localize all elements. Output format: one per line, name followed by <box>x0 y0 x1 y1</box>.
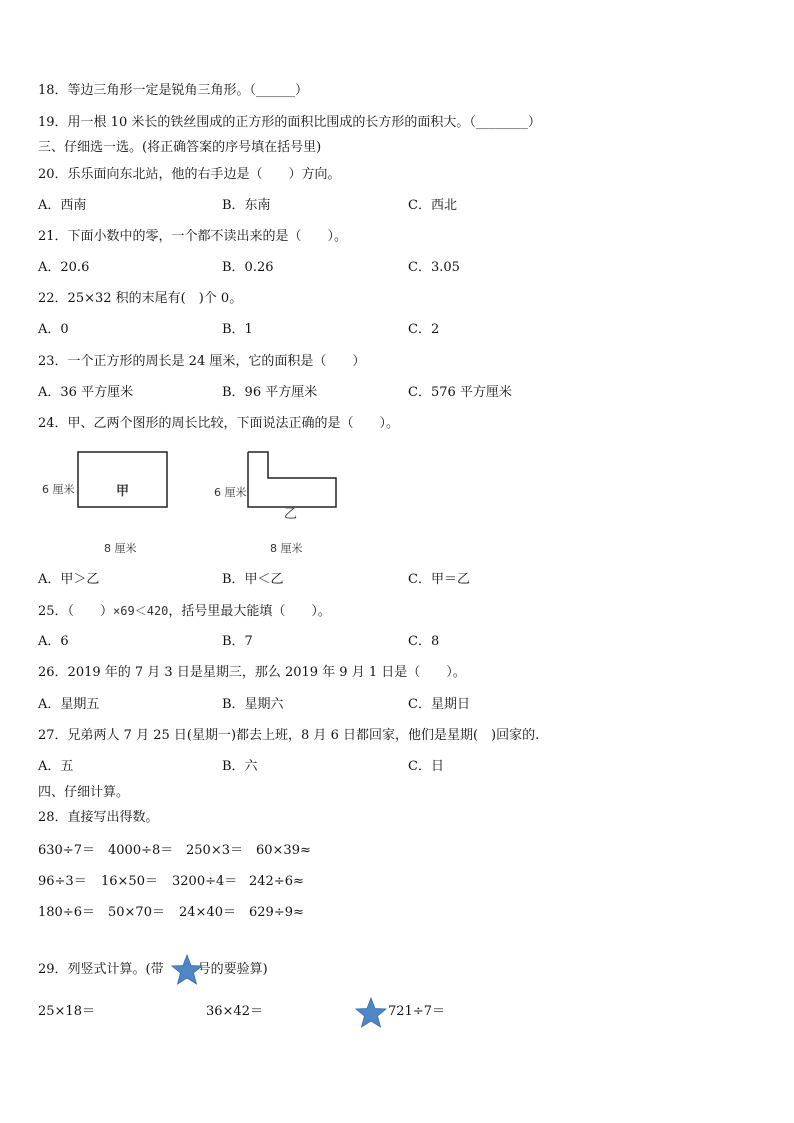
question-18: 18．等边三角形一定是锐角三角形。（______） <box>38 83 309 98</box>
calc-item: 24×40＝ <box>179 905 236 920</box>
question-25-stem-pre: 25．（ ） <box>38 604 114 619</box>
question-22-option-b: B．1 <box>222 322 253 337</box>
question-23-stem: 23．一个正方形的周长是 24 厘米，它的面积是（ ） <box>38 354 366 369</box>
question-25-option-a: A．6 <box>38 634 69 649</box>
question-27-option-b: B．六 <box>222 759 258 774</box>
vertical-calc-item: 721÷7＝ <box>388 1004 445 1019</box>
question-24-stem: 24．甲、乙两个图形的周长比较，下面说法正确的是（ ）。 <box>38 416 400 431</box>
question-25-option-c: C．8 <box>408 634 440 649</box>
question-20-option-a: A．西南 <box>38 198 87 213</box>
question-19: 19．用一根 10 米长的铁丝围成的正方形的面积比围成的长方形的面积大。（________） <box>38 115 541 130</box>
calc-item: 630÷7＝ <box>38 843 95 858</box>
question-25-option-b: B．7 <box>222 634 253 649</box>
calc-item: 50×70＝ <box>108 905 165 920</box>
question-23-option-b: B．96 平方厘米 <box>222 385 318 400</box>
question-25-stem <box>38 602 331 621</box>
question-25-expression: ×69＜420 <box>113 604 169 618</box>
figure-2-l-shape <box>246 450 340 510</box>
question-26-option-a: A．星期五 <box>38 697 100 712</box>
question-27-option-c: C．日 <box>408 759 444 774</box>
section-4-heading: 四、仔细计算。 <box>38 785 130 800</box>
question-24-option-c: C．甲＝乙 <box>408 572 470 587</box>
calc-item: 629÷9≈ <box>249 905 304 920</box>
vertical-calc-item: 36×42＝ <box>206 1004 263 1019</box>
question-20-option-c: C．西北 <box>408 198 457 213</box>
figure-2-width-label: 8 厘米 <box>270 542 303 555</box>
question-29-stem-pre: 29．列竖式计算。(带 <box>38 962 164 977</box>
star-icon <box>355 997 387 1029</box>
figure-2-name: 乙 <box>284 507 298 522</box>
calc-item: 16×50＝ <box>101 874 158 889</box>
calc-item: 3200÷4＝ <box>172 874 238 889</box>
calc-item: 4000÷8＝ <box>108 843 174 858</box>
question-22-option-a: A．0 <box>38 322 69 337</box>
question-22-stem: 22．25×32 积的末尾有( )个 0。 <box>38 291 243 306</box>
question-22-option-c: C．2 <box>408 322 440 337</box>
question-27-stem: 27．兄弟两人 7 月 25 日(星期一)都去上班，8 月 6 日都回家，他们是星期( )回家的. <box>38 728 540 743</box>
question-21-option-c: C．3.05 <box>408 260 460 275</box>
figure-2-height-label: 6 厘米 <box>214 486 247 499</box>
question-26-option-b: B．星期六 <box>222 697 284 712</box>
question-20-stem: 20．乐乐面向东北站，他的右手边是（ ）方向。 <box>38 167 341 182</box>
calc-item: 180÷6＝ <box>38 905 95 920</box>
question-20-option-b: B．东南 <box>222 198 271 213</box>
calc-item: 96÷3＝ <box>38 874 87 889</box>
question-26-stem: 26．2019 年的 7 月 3 日是星期三，那么 2019 年 9 月 1 日是（ ）。 <box>38 665 466 680</box>
question-21-option-a: A．20.6 <box>38 260 90 275</box>
calc-item: 60×39≈ <box>256 843 311 858</box>
question-27-option-a: A．五 <box>38 759 74 774</box>
question-26-option-c: C．星期日 <box>408 697 470 712</box>
vertical-calc-item: 25×18＝ <box>38 1004 95 1019</box>
question-24-option-b: B．甲＜乙 <box>222 572 284 587</box>
question-21-option-b: B．0.26 <box>222 260 274 275</box>
figure-1-height-label: 6 厘米 <box>42 483 75 496</box>
figure-1-width-label: 8 厘米 <box>104 542 137 555</box>
star-icon <box>171 954 203 986</box>
question-23-option-c: C．576 平方厘米 <box>408 385 512 400</box>
question-29-stem-post: 号的要验算) <box>197 962 268 977</box>
question-28-stem: 28．直接写出得数。 <box>38 810 159 825</box>
calc-item: 250×3＝ <box>186 843 243 858</box>
question-23-option-a: A．36 平方厘米 <box>38 385 134 400</box>
question-25-stem-post: ，括号里最大能填（ ）。 <box>168 604 331 619</box>
question-21-stem: 21．下面小数中的零，一个都不读出来的是（ ）。 <box>38 229 348 244</box>
calc-item: 242÷6≈ <box>249 874 304 889</box>
question-29-stem <box>38 961 268 979</box>
figure-1-name: 甲 <box>116 484 130 499</box>
question-24-option-a: A．甲＞乙 <box>38 572 100 587</box>
section-3-heading: 三、仔细选一选。(将正确答案的序号填在括号里) <box>38 140 322 155</box>
